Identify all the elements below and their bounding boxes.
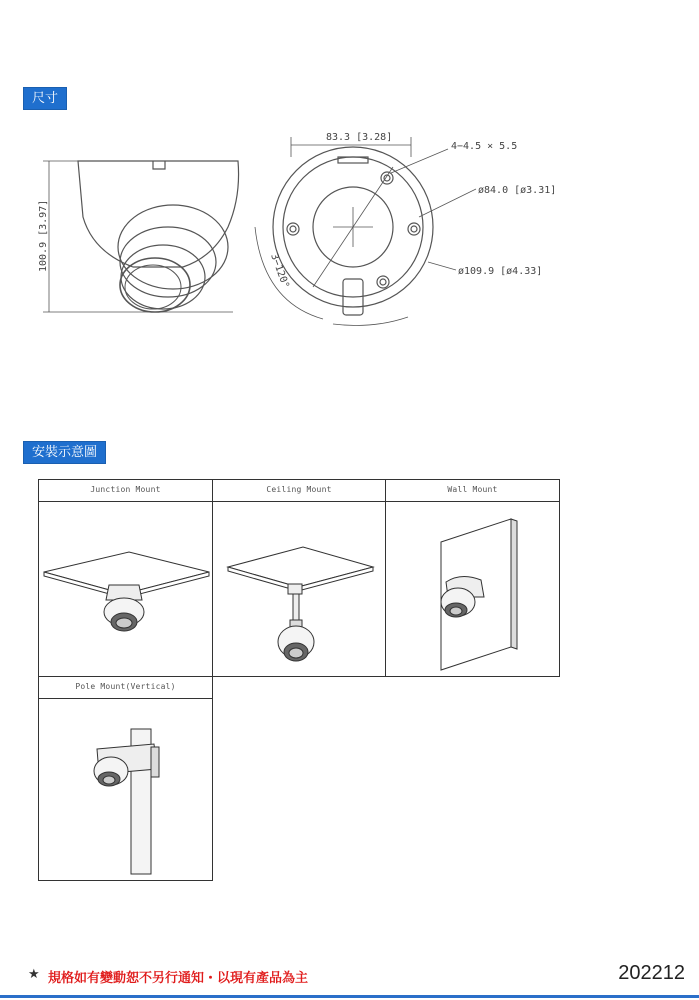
- mount-cell-wall: [385, 479, 560, 677]
- inner-diameter-label: ø84.0 [ø3.31]: [478, 185, 557, 196]
- mount-title: Wall Mount: [386, 480, 559, 502]
- mount-title: Junction Mount: [39, 480, 212, 502]
- disclaimer-note: 規格如有變動恕不另行通知・以現有產品為主: [48, 971, 309, 986]
- bottom-view: [255, 137, 433, 325]
- star-icon: ★: [28, 967, 40, 982]
- leader-lines: [391, 149, 476, 270]
- holes-dim-label: 4−4.5 × 5.5: [451, 141, 518, 152]
- dimension-drawing: [33, 127, 558, 342]
- mount-title: Ceiling Mount: [213, 480, 385, 502]
- ceiling-mount-illustration: [213, 502, 385, 677]
- mount-cell-ceiling: [212, 479, 386, 677]
- document-code: 202212: [618, 962, 685, 984]
- footer-rule: [0, 995, 699, 998]
- junction-mount-illustration: [39, 502, 212, 677]
- wall-mount-illustration: [386, 502, 559, 677]
- dimensions-section-label: 尺寸: [23, 87, 67, 110]
- outer-diameter-label: ø109.9 [ø4.33]: [458, 266, 543, 277]
- pole-mount-illustration: [39, 699, 212, 881]
- mount-cell-pole: [38, 676, 213, 881]
- installation-section-label: 安裝示意圖: [23, 441, 106, 464]
- angle-label: 3−120°: [268, 252, 291, 290]
- mount-cell-junction: [38, 479, 213, 677]
- width-dim-label: 83.3 [3.28]: [326, 132, 393, 143]
- height-dim-label: 100.9 [3.97]: [38, 199, 49, 272]
- mount-title: Pole Mount(Vertical): [39, 677, 212, 699]
- side-view: [43, 161, 239, 312]
